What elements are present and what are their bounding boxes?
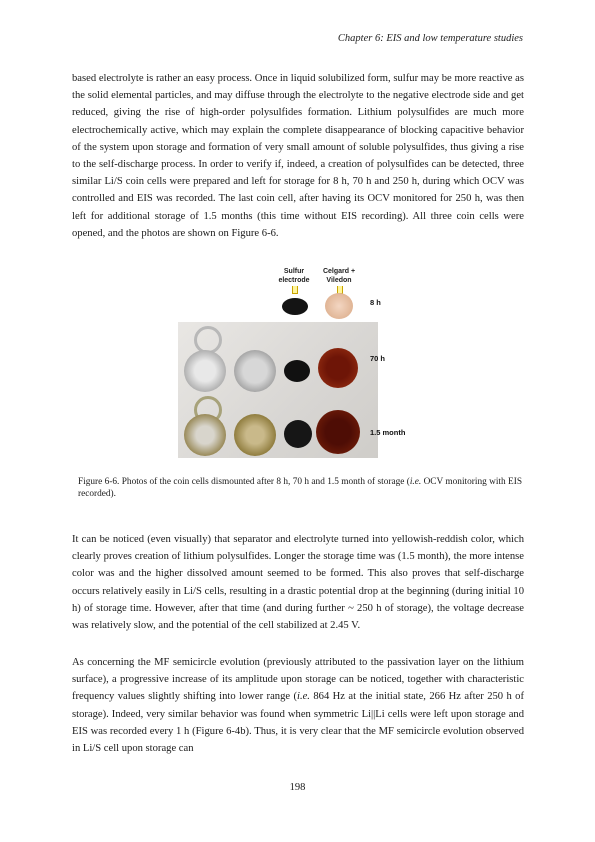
row-label-70h: 70 h: [370, 354, 386, 363]
figure-caption: [78, 476, 522, 501]
row-label-1-5-month: 1.5 month: [370, 428, 406, 437]
body-paragraph-1: based electrolyte is rather an easy process. Once in liquid solubilized form, sulfur may be more reactive as the solid elemental particles, and may diffuse through the electrolyte to the negative electrode side and get reduced, giving the rise of high-order polysulfides formation. Lithium polysulfides are much more electrochemically active, which may explain the complete disappearance of blocking capacitive behavior of the system upon storage and formation of very small amount of soluble polysulfides, thus giving a rise to the self-discharge process. In order to verify if, indeed, a creation of polysulfides can be detected, three similar Li/S coin cells were prepared and left for storage for 8 h, 70 h and 250 h, during which OCV was controlled and EIS was recorded. The last coin cell, after having its OCV monitored for 250 h, was then left for additional storage of 1.5 months (this time without EIS recording). All three coin cells were opened, and the photos are shown on Figure 6-6.: [72, 73, 524, 239]
separator-15m: [316, 410, 360, 454]
body-paragraph-3: [72, 654, 524, 757]
col-label-separator: Celgard + Viledon: [322, 268, 356, 284]
coin-case-15m-a: [184, 414, 226, 456]
coin-case-15m-b: [234, 414, 276, 456]
col-label-sulfur-electrode: Sulfur electrode: [278, 268, 310, 284]
coin-case-70h-a: [184, 350, 226, 392]
caption-text: Figure 6-6. Photos of the coin cells dismounted after 8 h, 70 h and 1.5 month of storage (: [78, 477, 410, 487]
para3-text-b: 864 Hz at the initial state, 266 Hz after 250 h of storage). Indeed, very similar behavior was found when symmetric Li||Li cells were left upon storage and EIS was recorded every 1 h (Figure 6-4b). Thus, it is very clear that the MF semicircle evolution observed in Li/S cell upon storage can: [72, 691, 524, 755]
para3-ie: i.e.: [297, 691, 310, 703]
running-head: Chapter 6: EIS and low temperature studies: [337, 33, 523, 44]
separator-8h: [325, 293, 353, 319]
caption-ie: i.e.: [409, 477, 422, 487]
body-paragraph-2: It can be noticed (even visually) that separator and electrolyte turned into yellowish-reddish color, which clearly proves creation of lithium polysulfides. Longer the storage time was (1.5 month), the more intense color was and the higher dissolved amount seemed to be formed. This also proves that self-discharge occurs relatively easily in Li/S cells, resulting in a drastic potential drop at the beginning (during initial 10 h) of storage time. However, after that time (and during further ~ 250 h of storage), the voltage decrease was relatively slow, and the potential of the cell stabilized at 2.45 V.: [72, 534, 524, 632]
caption-text-end: OCV monitoring with EIS recorded).: [78, 477, 522, 500]
separator-70h: [318, 348, 358, 388]
sulfur-electrode-70h: [284, 360, 310, 382]
coin-case-70h-b: [234, 350, 276, 392]
arrow-down-icon: [292, 286, 298, 294]
sulfur-electrode-8h: [282, 298, 308, 315]
para3-text-a: As concerning the MF semicircle evolution (previously attributed to the passivation layer on the lithium surface), a progressive increase of its amplitude upon storage can be noticed, together with characteristic frequency values slightly shifting into lower range (: [72, 657, 524, 703]
figure-6-6-photo: [178, 262, 526, 458]
row-label-8h: 8 h: [370, 298, 381, 307]
page-number: 198: [289, 782, 306, 793]
sulfur-electrode-15m: [284, 420, 312, 448]
